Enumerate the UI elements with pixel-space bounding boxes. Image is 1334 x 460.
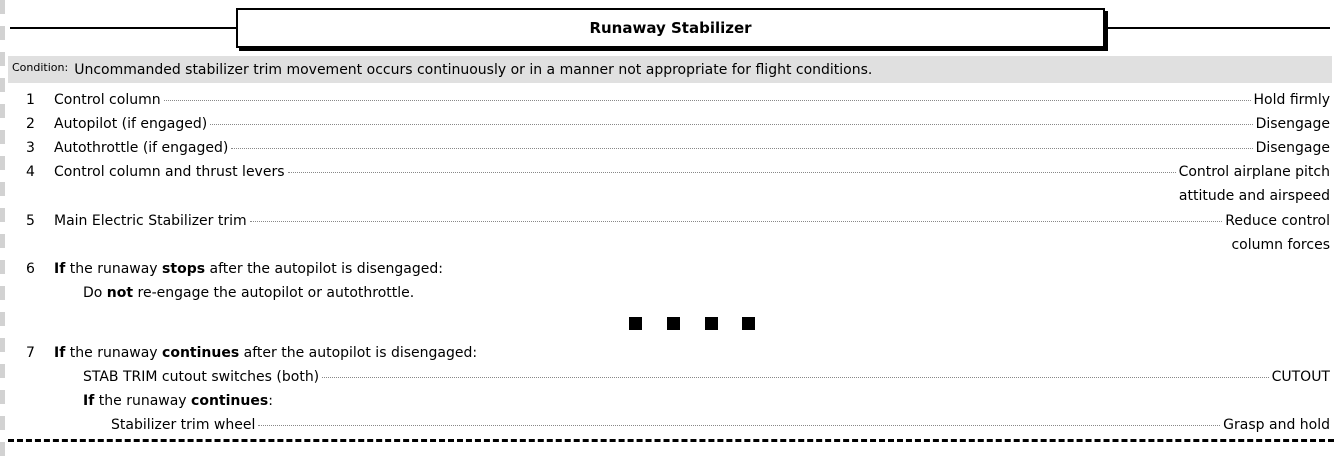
dot-leader bbox=[231, 148, 1252, 149]
step-action: Hold firmly bbox=[1253, 92, 1330, 108]
condition-label: Condition: bbox=[12, 61, 69, 74]
checklist-step-4-continued bbox=[0, 185, 1330, 209]
end-square bbox=[705, 317, 718, 330]
end-square bbox=[667, 317, 680, 330]
condition-text: after the autopilot is disengaged: bbox=[239, 345, 478, 361]
step-line bbox=[54, 164, 1330, 180]
page-title bbox=[236, 8, 1105, 48]
step-line bbox=[54, 92, 1330, 108]
stops-keyword: stops bbox=[162, 261, 206, 277]
checklist-step-6 bbox=[0, 258, 1330, 282]
condition-text: the runaway bbox=[94, 393, 192, 409]
step-item: Control column and thrust levers bbox=[54, 164, 285, 180]
step-line bbox=[54, 116, 1330, 132]
instruction-text: Do bbox=[83, 285, 107, 301]
dot-leader bbox=[258, 425, 1220, 426]
condition-text: the runaway bbox=[65, 261, 163, 277]
step-action-continued: attitude and airspeed bbox=[1178, 188, 1330, 204]
dot-leader bbox=[322, 377, 1268, 378]
step-line bbox=[54, 140, 1330, 156]
not-keyword: not bbox=[106, 285, 134, 301]
step-item: Stabilizer trim wheel bbox=[111, 417, 256, 433]
checklist-step-1 bbox=[0, 89, 1330, 113]
dot-leader bbox=[288, 172, 1176, 173]
continues-keyword: continues bbox=[162, 345, 240, 361]
if-keyword: If bbox=[83, 393, 95, 409]
step-action: CUTOUT bbox=[1271, 369, 1330, 385]
step-action: Reduce control bbox=[1225, 213, 1330, 229]
step-item: Autothrottle (if engaged) bbox=[54, 140, 229, 156]
checklist-step-4 bbox=[0, 161, 1330, 185]
step-number: 2 bbox=[26, 116, 35, 132]
step-instruction bbox=[83, 285, 414, 301]
step-item: Main Electric Stabilizer trim bbox=[54, 213, 247, 229]
step-number: 1 bbox=[26, 92, 35, 108]
step-item: STAB TRIM cutout switches (both) bbox=[83, 369, 320, 385]
title-rule-left bbox=[10, 27, 236, 29]
step-number: 5 bbox=[26, 213, 35, 229]
step-action: Disengage bbox=[1255, 116, 1330, 132]
page-break-line bbox=[8, 439, 1334, 442]
checklist-step-7-condition bbox=[0, 390, 1330, 414]
checklist-step-2 bbox=[0, 113, 1330, 137]
checklist-step-6-instruction bbox=[0, 282, 1330, 306]
dot-leader bbox=[250, 221, 1223, 222]
step-number: 7 bbox=[26, 345, 35, 361]
step-action: Disengage bbox=[1255, 140, 1330, 156]
checklist-step-7 bbox=[0, 342, 1330, 366]
continues-keyword: continues bbox=[191, 393, 269, 409]
step-condition bbox=[54, 345, 477, 361]
checklist-step-7-item-2 bbox=[0, 414, 1330, 438]
step-number: 3 bbox=[26, 140, 35, 156]
step-condition bbox=[54, 261, 443, 277]
instruction-text: re-engage the autopilot or autothrottle. bbox=[133, 285, 415, 301]
step-action: Grasp and hold bbox=[1223, 417, 1330, 433]
title-rule-right bbox=[1104, 27, 1330, 29]
step-item: Autopilot (if engaged) bbox=[54, 116, 208, 132]
checklist-step-5 bbox=[0, 210, 1330, 234]
dot-leader bbox=[164, 100, 1251, 101]
checklist-step-3 bbox=[0, 137, 1330, 161]
step-line bbox=[83, 369, 1330, 385]
condition-statement bbox=[8, 56, 1332, 83]
end-square bbox=[629, 317, 642, 330]
step-item: Control column bbox=[54, 92, 161, 108]
step-number: 4 bbox=[26, 164, 35, 180]
condition-text: the runaway bbox=[65, 345, 163, 361]
condition-text: Uncommanded stabilizer trim movement occurs continuously or in a manner not appropriate for flight conditions. bbox=[74, 61, 873, 78]
condition-text: : bbox=[268, 393, 273, 409]
checklist-end-marker bbox=[0, 317, 1334, 329]
step-action-continued: column forces bbox=[1231, 237, 1330, 253]
end-square bbox=[742, 317, 755, 330]
checklist-step-5-continued bbox=[0, 234, 1330, 258]
step-line bbox=[54, 213, 1330, 229]
checklist-step-7-item-1 bbox=[0, 366, 1330, 390]
step-line bbox=[111, 417, 1330, 433]
if-keyword: If bbox=[54, 345, 66, 361]
condition-text: after the autopilot is disengaged: bbox=[205, 261, 443, 277]
step-action: Control airplane pitch bbox=[1178, 164, 1330, 180]
step-number: 6 bbox=[26, 261, 35, 277]
step-condition bbox=[83, 393, 273, 409]
if-keyword: If bbox=[54, 261, 66, 277]
page-title-text: Runaway Stabilizer bbox=[589, 19, 752, 37]
dot-leader bbox=[210, 124, 1252, 125]
